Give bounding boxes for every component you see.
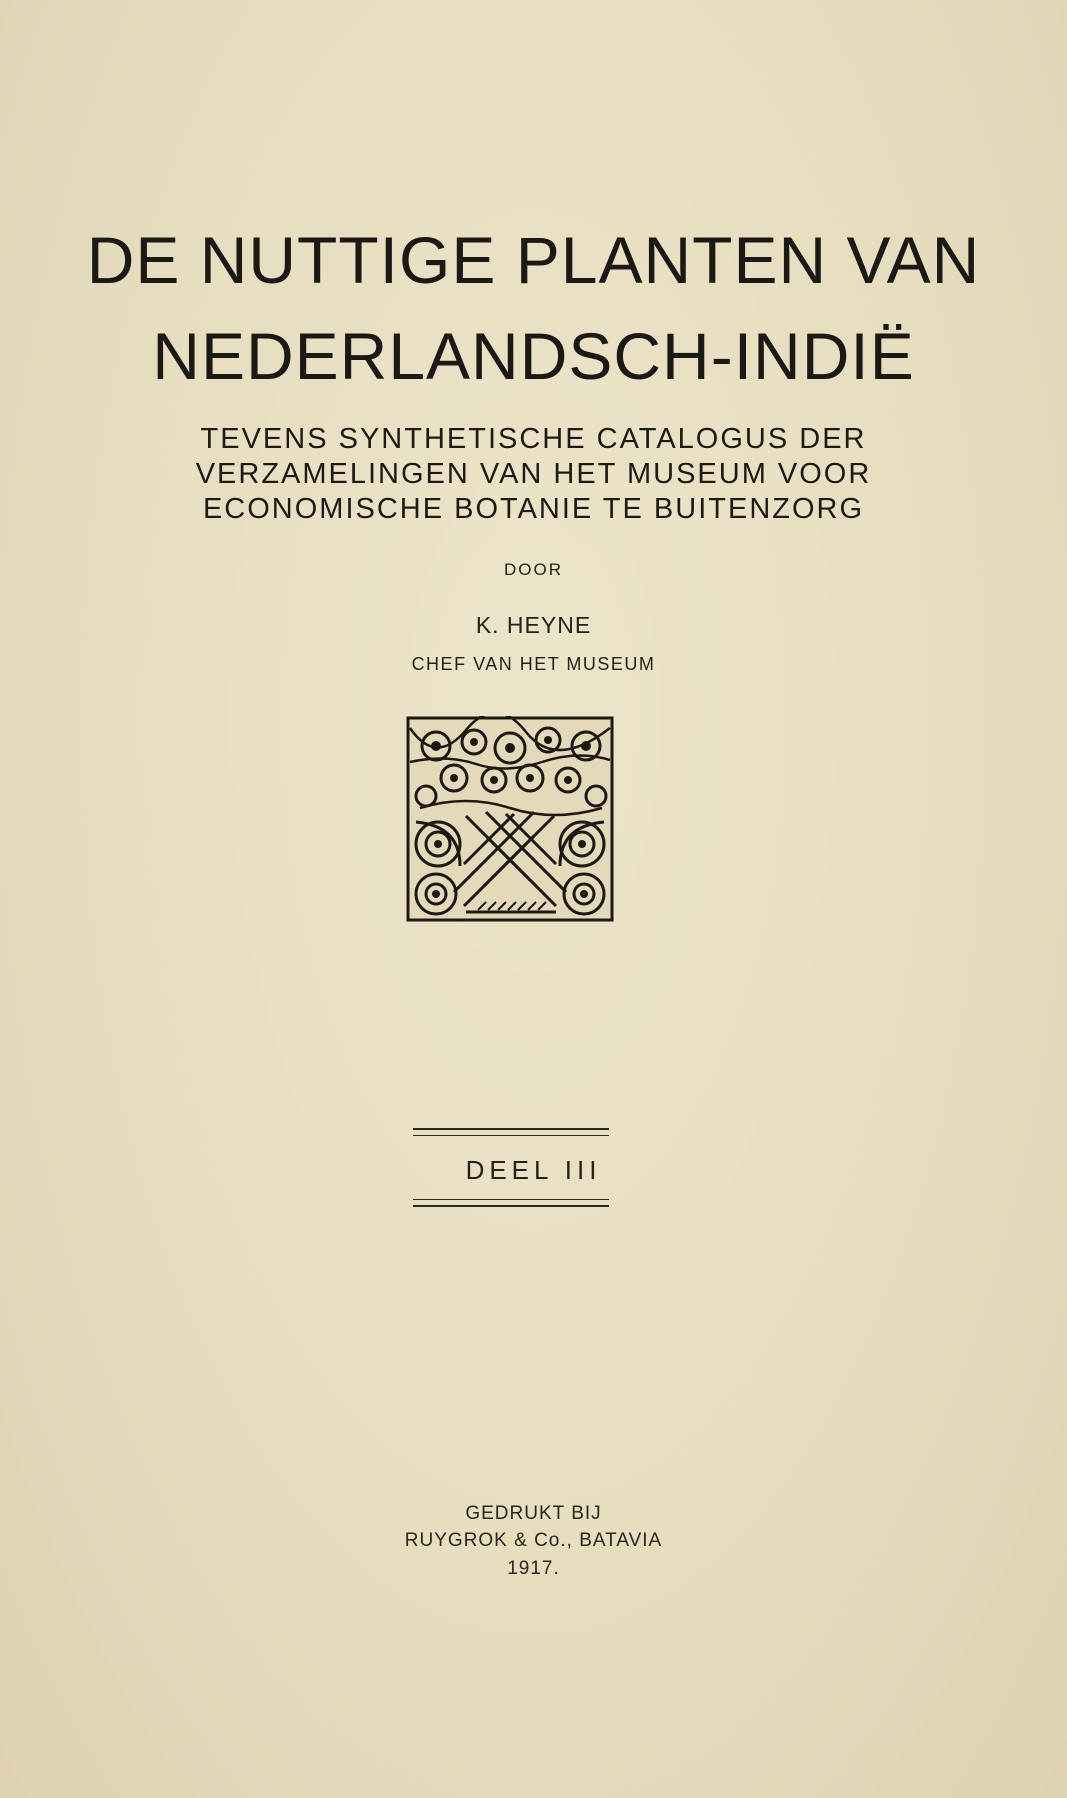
title-line-2: NEDERLANDSCH-INDIË <box>152 319 915 393</box>
imprint-printer: RUYGROK & Co., BATAVIA <box>404 1530 663 1551</box>
divider-rule <box>413 1135 609 1136</box>
subtitle-line-3: ECONOMISCHE BOTANIE TE BUITENZORG <box>202 493 865 525</box>
divider-rule <box>413 1205 609 1207</box>
subtitle-line-1: TEVENS SYNTHETISCHE CATALOGUS DER <box>200 423 867 455</box>
title-line-1: DE NUTTIGE PLANTEN VAN <box>86 223 981 297</box>
subtitle-line-2: VERZAMELINGEN VAN HET MUSEUM VOOR <box>195 458 872 490</box>
celtic-knot-ornament-icon <box>406 716 614 922</box>
author-role: CHEF VAN HET MUSEUM <box>411 654 656 674</box>
imprint-printed-by: GEDRUKT BIJ <box>465 1503 602 1524</box>
byline-door: DOOR <box>504 560 563 579</box>
author-name: K. HEYNE <box>475 612 592 638</box>
divider-rule <box>413 1199 609 1200</box>
volume-label: DEEL III <box>465 1155 602 1185</box>
imprint-year: 1917. <box>507 1558 560 1579</box>
divider-rule <box>413 1128 609 1130</box>
